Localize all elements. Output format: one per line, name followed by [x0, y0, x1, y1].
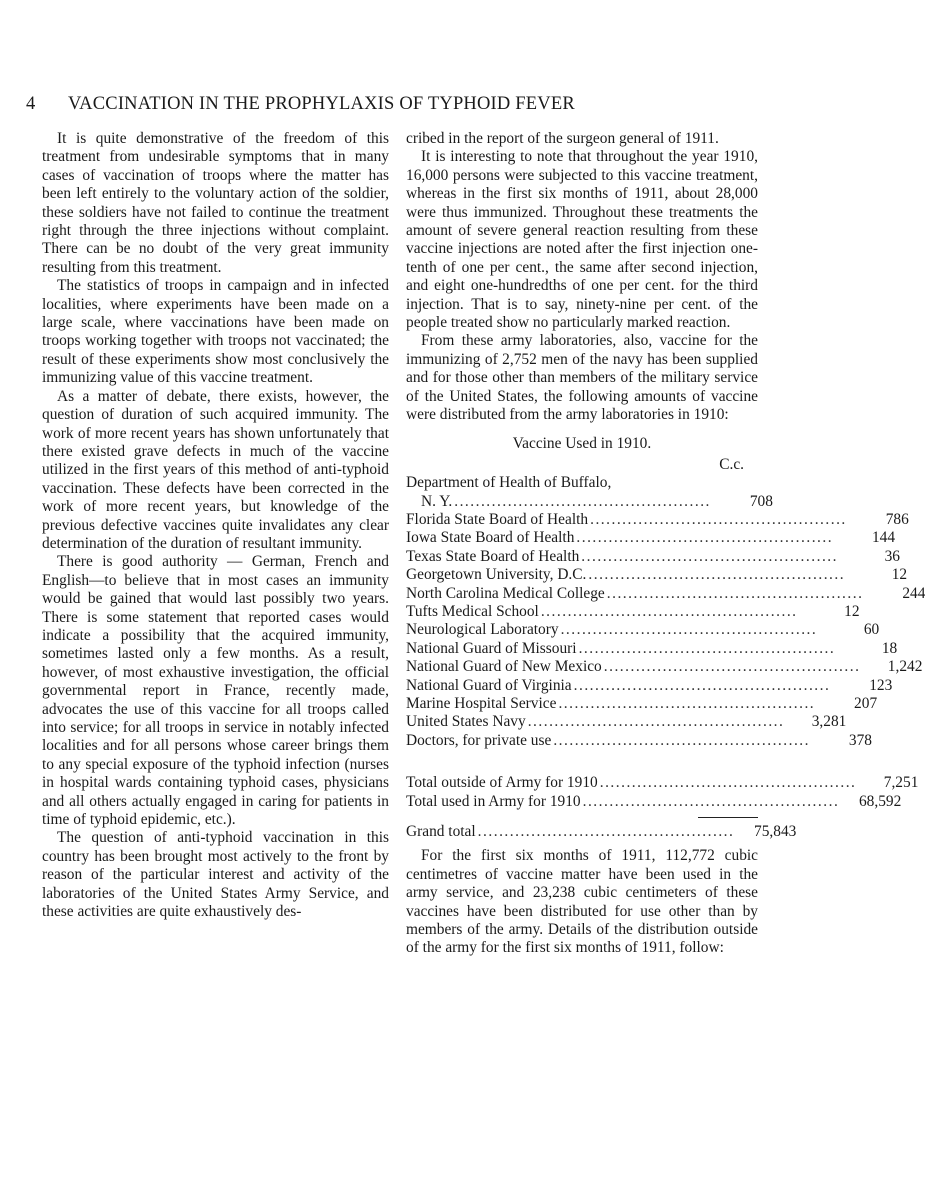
- running-title: VACCINATION IN THE PROPHYLAXIS OF TYPHOID FEVER: [68, 94, 575, 114]
- paragraph: There is good authority — German, French and English—to believe that in most cases an immunity would be gained that would last possibly two years. There is some statement that reported cases would indicate a possibility that the acquired immunity, sometimes lasted only a few months. As a result, however, of most exhaustive investigation, the official governmental report in France, recently made, advocates the use of this vaccine for all troops called into service; for all troops in service in notably infected localities and for all persons whose career brings them to any special exposure of the typhoid infection (nurses in hospital wards containing typhoid cases, physicians and all others actually engaged in caring for patients in time of typhoid epidemic, etc.).: [42, 553, 389, 829]
- table-row: Iowa State Board of Health ................................................ 144: [406, 529, 896, 547]
- table-row: National Guard of Virginia ................................................ 123: [406, 676, 893, 694]
- paragraph: The statistics of troops in campaign and in infected localities, where experiments have been made on a large scale, where vaccinations have been made on troops working together with troops not vaccinated; the result of these experiments show most conclusively the immunizing value of this vaccine treatment.: [42, 277, 389, 387]
- total-row: Total outside of Army for 1910 ................................................ 7,251: [406, 774, 919, 792]
- table-row: North Carolina Medical College ................................................ 244: [406, 584, 925, 602]
- table-row: Florida State Board of Health ................................................ 786: [406, 511, 909, 529]
- page-number: 4: [26, 94, 36, 114]
- paragraph: cribed in the report of the surgeon general of 1911.: [406, 130, 719, 147]
- total-row: Total used in Army for 1910 ................................................ 68,592: [406, 792, 902, 810]
- grand-total-row: Grand total ................................................ 75,843: [406, 822, 797, 840]
- table-row: Doctors, for private use ................................................ 378: [406, 731, 872, 749]
- table-row: Neurological Laboratory ................................................ 60: [406, 621, 880, 639]
- table-row: Georgetown University, D.C. ................................................ 12: [406, 566, 908, 584]
- table-row: Tufts Medical School ................................................ 12: [406, 603, 860, 621]
- table-row: National Guard of Missouri ................................................ 18: [406, 639, 898, 657]
- paragraph: It is quite demonstrative of the freedom of this treatment from undesirable symptoms that in many cases of vaccination of troops where the matter has been left entirely to the voluntary action of the soldier, these soldiers have not failed to continue the treatment right through the three injections without complaint. There can be no doubt of the very great immunity resulting from this treatment.: [42, 130, 389, 276]
- table-row: N. Y. ................................................ 708: [421, 492, 773, 510]
- table-row: National Guard of New Mexico ................................................ 1,242: [406, 658, 923, 676]
- table-row: United States Navy ................................................ 3,281: [406, 713, 847, 731]
- table-row: [406, 474, 758, 492]
- left-column: [42, 130, 389, 921]
- page-header: [26, 94, 776, 118]
- right-column: [406, 130, 925, 958]
- vaccine-table: [406, 474, 925, 841]
- paragraph: It is interesting to note that throughout the year 1910, 16,000 persons were subjected to this vaccine treatment, whereas in the first six months of 1911, about 28,000 were thus immunized. Throughout these treatments the amount of severe general reaction resulting from these vaccine injections are noted after the first injection one-tenth of one per cent., the same after second injection, and eight one-hundredths of one per cent. for the third injection. That is to say, ninety-nine per cent. of the people treated show no particularly marked reaction.: [406, 148, 758, 332]
- table-row: Marine Hospital Service ................................................ 207: [406, 694, 878, 712]
- paragraph: The question of anti-typhoid vaccination in this country has been brought most actively to the front by reason of the particular interest and activity of the laboratories of the United States Army Service, and these activities are quite exhaustively des-: [42, 829, 389, 921]
- paragraph: From these army laboratories, also, vaccine for the immunizing of 2,752 men of the navy has been supplied and for those other than members of the military service of the United States, the following amounts of vaccine were distributed from the army laboratories in 1910:: [406, 332, 758, 424]
- unit-header: C.c.: [719, 455, 744, 473]
- table-title: Vaccine Used in 1910.: [512, 434, 652, 452]
- paragraph: For the first six months of 1911, 112,772 cubic centimetres of vaccine matter have been used in the army service, and 23,238 cubic centimeters of these vaccines have been distributed for use other than by members of the army. Details of the distribution outside of the army for the first six months of 1911, follow:: [406, 847, 758, 957]
- table-row: Texas State Board of Health ................................................ 36: [406, 547, 900, 565]
- sum-rule: [406, 811, 758, 823]
- row-label: Department of Health of Buffalo,: [406, 474, 612, 492]
- paragraph: As a matter of debate, there exists, however, the question of duration of such acquired immunity. The work of more recent years has shown unfortunately that there existed grave defects in much of the vaccine utilized in the first years of this method of anti-typhoid vaccination. These defects have been corrected in the work of more recent years, but knowledge of the previous defective vaccines quite invalidates any clear determination of the duration of resultant immunity.: [42, 387, 389, 552]
